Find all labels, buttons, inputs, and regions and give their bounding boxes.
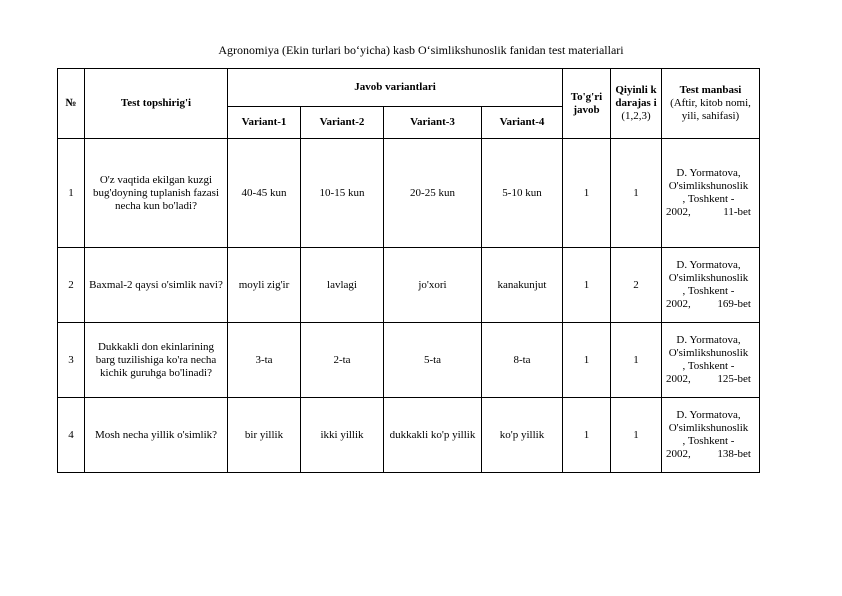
row-num: 1 <box>58 139 85 248</box>
source-year: 2002, <box>666 298 691 310</box>
header-variant-2: Variant-2 <box>301 107 384 139</box>
row-correct: 1 <box>563 323 611 398</box>
header-source <box>662 69 760 139</box>
row-difficulty: 1 <box>611 139 662 248</box>
row-difficulty: 1 <box>611 398 662 473</box>
header-variant-3: Variant-3 <box>384 107 482 139</box>
header-difficulty-range: (1,2,3) <box>621 110 651 122</box>
header-difficulty-label: Qiyinli k darajas i <box>615 84 657 109</box>
row-task: O'z vaqtida ekilgan kuzgi bug'doyning tuplanish fazasi necha kun bo'ladi? <box>85 139 228 248</box>
header-task: Test topshirig'i <box>85 69 228 139</box>
source-author: D. Yormatova, <box>676 167 741 179</box>
source-page: 169-bet <box>717 298 751 310</box>
source-year-page <box>666 448 751 461</box>
row-variant-2: ikki yillik <box>301 398 384 473</box>
source-city: , Toshkent - <box>682 285 735 297</box>
row-source <box>662 139 760 248</box>
row-source <box>662 398 760 473</box>
header-answers: Javob variantlari <box>228 69 563 107</box>
source-page: 125-bet <box>717 373 751 385</box>
source-author: D. Yormatova, <box>676 334 741 346</box>
table-row <box>58 398 760 473</box>
row-variant-3: 5-ta <box>384 323 482 398</box>
source-page: 138-bet <box>717 448 751 460</box>
row-correct: 1 <box>563 398 611 473</box>
header-difficulty <box>611 69 662 139</box>
row-num: 3 <box>58 323 85 398</box>
source-book: O'simlikshunoslik <box>668 180 749 192</box>
row-variant-3: 20-25 kun <box>384 139 482 248</box>
source-author: D. Yormatova, <box>676 259 741 271</box>
row-variant-4: kanakunjut <box>482 248 563 323</box>
row-task: Mosh necha yillik o'simlik? <box>85 398 228 473</box>
source-year-page <box>666 298 751 311</box>
source-year: 2002, <box>666 448 691 460</box>
row-variant-1: moyli zig'ir <box>228 248 301 323</box>
row-num: 2 <box>58 248 85 323</box>
source-year-page <box>666 206 751 219</box>
row-variant-2: lavlagi <box>301 248 384 323</box>
table-row <box>58 139 760 248</box>
source-city: , Toshkent - <box>682 435 735 447</box>
row-variant-1: bir yillik <box>228 398 301 473</box>
row-variant-1: 3-ta <box>228 323 301 398</box>
header-variant-4: Variant-4 <box>482 107 563 139</box>
source-book: O'simlikshunoslik <box>668 347 749 359</box>
row-correct: 1 <box>563 139 611 248</box>
row-variant-2: 2-ta <box>301 323 384 398</box>
source-book: O'simlikshunoslik <box>668 422 749 434</box>
row-task: Dukkakli don ekinlarining barg tuzilishiga ko'ra necha kichik guruhga bo'linadi? <box>85 323 228 398</box>
row-num: 4 <box>58 398 85 473</box>
header-num: № <box>58 69 85 139</box>
header-source-label: Test manbasi <box>679 84 742 96</box>
header-variant-1: Variant-1 <box>228 107 301 139</box>
source-book: O'simlikshunoslik <box>668 272 749 284</box>
row-variant-4: ko'p yillik <box>482 398 563 473</box>
row-source <box>662 248 760 323</box>
source-city: , Toshkent - <box>682 193 735 205</box>
source-page: 11-bet <box>723 206 751 218</box>
source-year-page <box>666 373 751 386</box>
source-year: 2002, <box>666 373 691 385</box>
row-variant-4: 5-10 kun <box>482 139 563 248</box>
row-task: Baxmal-2 qaysi o'simlik navi? <box>85 248 228 323</box>
row-source <box>662 323 760 398</box>
document-title: Agronomiya (Ekin turlari bo‘yicha) kasb O‘simlikshunoslik fanidan test materiallari <box>218 43 624 57</box>
row-variant-1: 40-45 kun <box>228 139 301 248</box>
source-author: D. Yormatova, <box>676 409 741 421</box>
header-correct: To'g'ri javob <box>563 69 611 139</box>
source-city: , Toshkent - <box>682 360 735 372</box>
header-row <box>58 69 760 107</box>
row-variant-3: jo'xori <box>384 248 482 323</box>
row-variant-4: 8-ta <box>482 323 563 398</box>
row-difficulty: 2 <box>611 248 662 323</box>
source-year: 2002, <box>666 206 691 218</box>
row-correct: 1 <box>563 248 611 323</box>
row-variant-3: dukkakli ko'p yillik <box>384 398 482 473</box>
row-difficulty: 1 <box>611 323 662 398</box>
table-row <box>58 323 760 398</box>
table-row <box>58 248 760 323</box>
header-source-sub: (Aftir, kitob nomi, yili, sahifasi) <box>670 97 751 122</box>
test-table <box>57 68 760 473</box>
row-variant-2: 10-15 kun <box>301 139 384 248</box>
